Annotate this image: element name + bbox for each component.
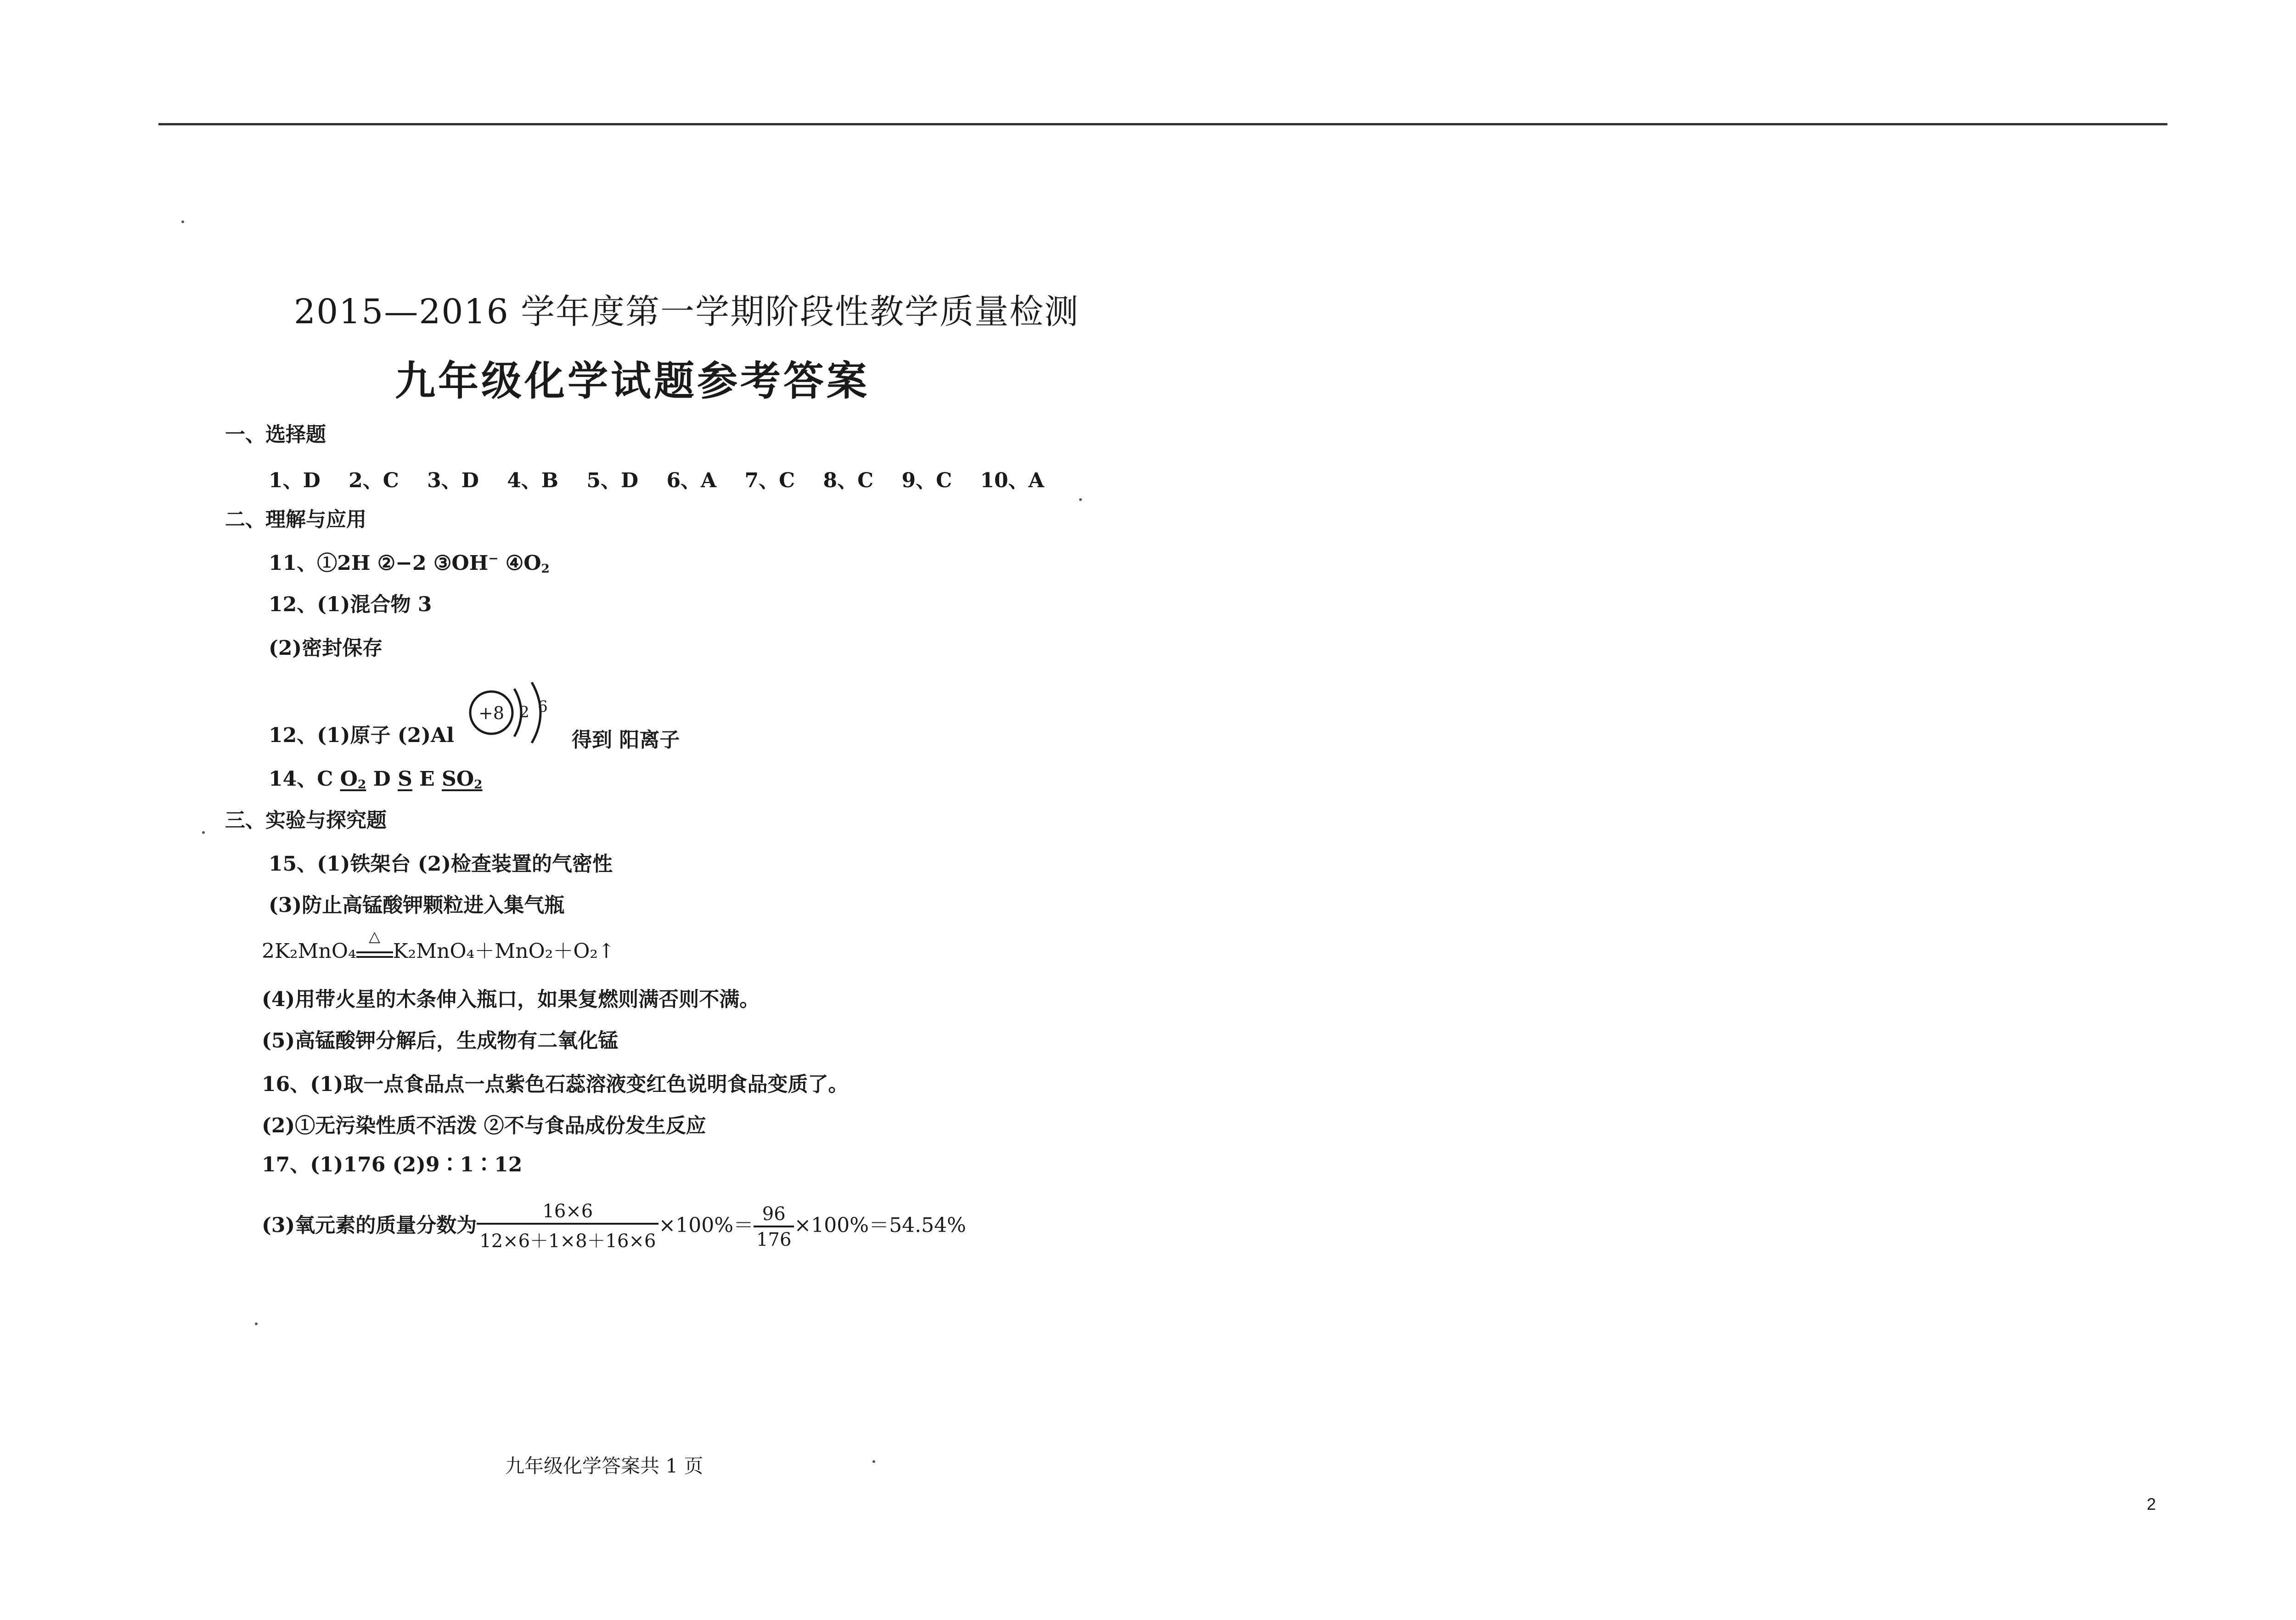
answer-q14: 14、C $O_2$ D S E $SO_2$ — [269, 767, 483, 792]
answer-item: 6、A — [666, 469, 717, 492]
answer-q15-5: (5)高锰酸钾分解后，生成物有二氧化锰 — [262, 1029, 619, 1052]
fraction-1: $\frac{16\times 6}{12\times 6+1\times 8+16\times 6}$ — [477, 1201, 658, 1253]
atom-structure-diagram — [464, 675, 565, 762]
chemical-equation: 2K₂MnO₄ △ K₂MnO₄＋MnO₂＋O₂↑ — [262, 928, 615, 963]
page-title: 九年级化学试题参考答案 — [395, 357, 870, 405]
answer-q17-1: 17、(1)176 (2)9∶1∶12 — [262, 1153, 523, 1176]
answer-q11: 11、①2H ②−2 ③OH− $④O_2$ — [269, 551, 550, 576]
answer-item: 1、D — [269, 469, 321, 492]
answer-item: 7、C — [744, 469, 795, 492]
answer-item: 10、A — [980, 469, 1044, 492]
scan-speck — [181, 220, 184, 223]
answer-item: 2、C — [349, 469, 399, 492]
answer-item: 8、C — [823, 469, 874, 492]
answer-item: 9、C — [901, 469, 952, 492]
scan-speck — [255, 1322, 258, 1325]
top-rule — [158, 123, 2167, 125]
answer-q15-3: (3)防止高锰酸钾颗粒进入集气瓶 — [269, 894, 565, 917]
fraction-2: $\frac{96}{176}$ — [754, 1204, 794, 1250]
answer-item: 5、D — [586, 469, 639, 492]
answer-q15-1: 15、(1)铁架台 (2)检查装置的气密性 — [269, 852, 613, 876]
answer-q16-2: (2)①无污染性质不活泼 ②不与食品成份发生反应 — [262, 1114, 706, 1137]
underlined-s: S — [398, 767, 412, 791]
section-3-title: 三、实验与探究题 — [225, 809, 387, 832]
answer-item: 4、B — [507, 469, 558, 492]
page-number: 2 — [2147, 1495, 2156, 1513]
reaction-condition: △ — [356, 945, 393, 958]
answer-q16-1: 16、(1)取一点食品点一点紫色石蕊溶液变红色说明食品变质了。 — [262, 1073, 849, 1096]
page-footer: 九年级化学答案共 1 页 — [505, 1455, 703, 1477]
answer-q15-4: (4)用带火星的木条伸入瓶口，如果复燃则满否则不满。 — [262, 988, 760, 1011]
shell-1-electrons: 2 — [519, 703, 529, 721]
answer-q12a-1: 12、(1)混合物 3 — [269, 593, 432, 616]
scan-speck — [1079, 498, 1082, 501]
underlined-so2: $SO_2$ — [442, 767, 483, 792]
answer-q12b-suffix: 得到 阳离子 — [572, 728, 680, 752]
scan-speck — [872, 1460, 875, 1463]
scan-speck — [202, 831, 205, 834]
exam-header: 2015—2016 学年度第一学期阶段性教学质量检测 — [294, 292, 1080, 332]
answer-q12a-2: (2)密封保存 — [269, 636, 383, 660]
answer-q12b: 12、(1)原子 (2)Al — [269, 724, 454, 747]
underlined-o2: $O_2$ — [340, 767, 366, 792]
section-2-title: 二、理解与应用 — [225, 508, 366, 531]
shell-2-electrons: 6 — [538, 698, 548, 716]
nucleus-charge: +8 — [478, 703, 505, 723]
section-1-title: 一、选择题 — [225, 423, 326, 446]
answer-q17-3: (3)氧元素的质量分数为 $\frac{16\times 6}{12\times 6+1\times 8+16\times 6}$ ×100%＝ $\frac{96}{176}$ ×100%＝54.54% — [262, 1201, 966, 1252]
answer-item: 3、D — [427, 469, 479, 492]
choice-answers — [269, 464, 1065, 493]
